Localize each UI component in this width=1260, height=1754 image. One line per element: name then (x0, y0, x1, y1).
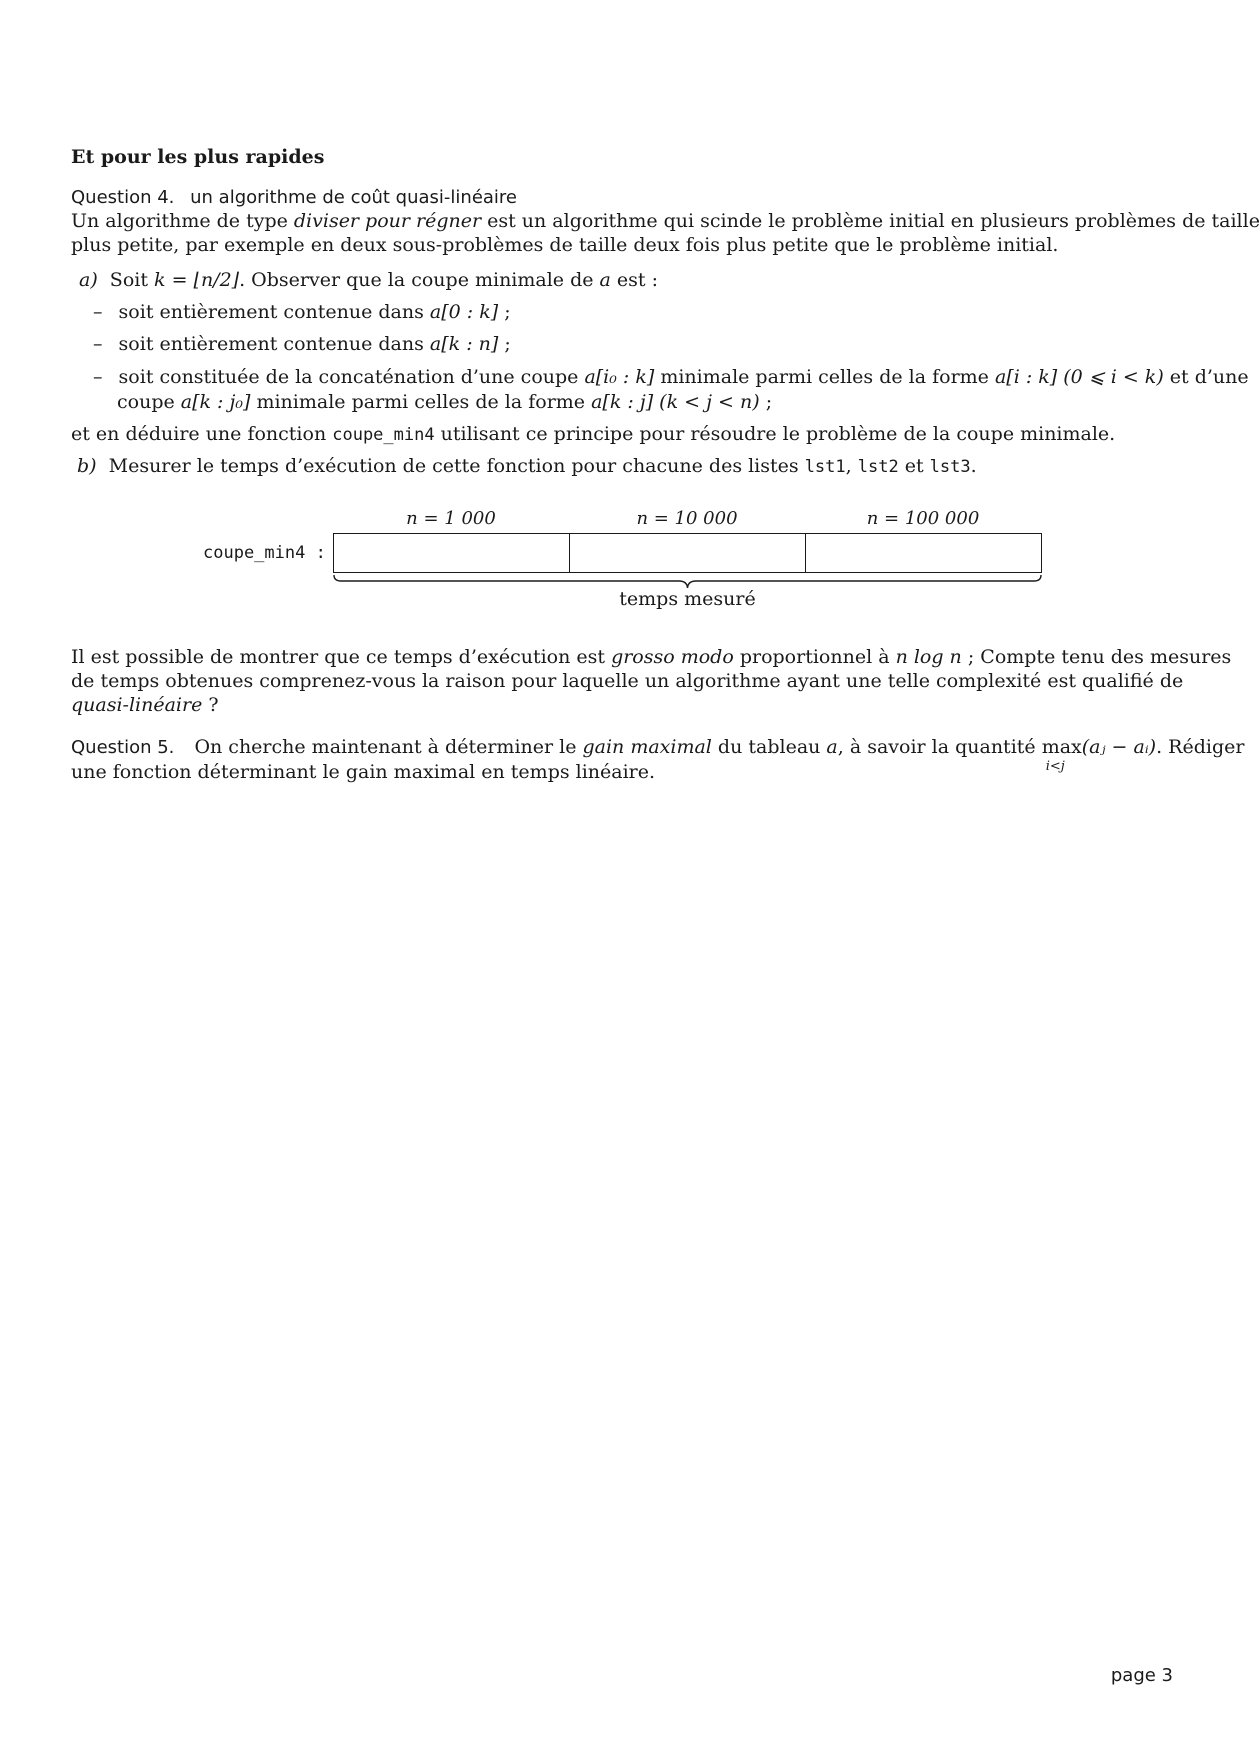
q4-intro-line2: plus petite, par exemple en deux sous-problèmes de taille deux fois plus petite que le problème initial. (71, 234, 1059, 256)
column-header: n = 1 000 (406, 508, 496, 529)
formula-k: k = ⌊n/2⌋ (154, 269, 240, 291)
formula-nlogn: n log n (895, 646, 962, 668)
question-4-label: Question 4. (71, 187, 175, 208)
question-5-line2: une fonction déterminant le gain maximal en temps linéaire. (71, 761, 656, 783)
bullet-item: – soit entièrement contenue dans a[0 : k] ; (93, 301, 511, 323)
bullet-item: – soit entièrement contenue dans a[k : n] ; (93, 333, 511, 355)
timing-cell-10000[interactable] (569, 533, 806, 573)
question-4-title: un algorithme de coût quasi-linéaire (190, 187, 517, 208)
q4-follow-line1: Il est possible de montrer que ce temps d’exécution est grosso modo proportionnel à n log n ; Compte tenu des mesures (71, 646, 1232, 668)
q4-part-a: a) Soit k = ⌊n/2⌋. Observer que la coupe minimale de a est : (79, 269, 658, 291)
formula-max: max i<j (1041, 736, 1082, 774)
bullet-item-continued: coupe a[k : j₀] minimale parmi celles de la forme a[k : j] (k < j < n) ; (117, 391, 773, 413)
q4-deduce-line: et en déduire une fonction coupe_min4 utilisant ce principe pour résoudre le problème de la coupe minimale. (71, 423, 1116, 445)
em-diviser: diviser pour régner (293, 210, 482, 232)
question-5-label: Question 5. (71, 737, 175, 758)
timing-cell-1000[interactable] (333, 533, 570, 573)
code-coupe-min4: coupe_min4 (332, 425, 435, 445)
column-header: n = 100 000 (866, 508, 980, 529)
q4-follow-line3: quasi-linéaire ? (71, 694, 219, 716)
q4-follow-line2: de temps obtenues comprenez-vous la raison pour laquelle un algorithme ayant une telle complexité est qualifié de (71, 670, 1184, 692)
part-a-label: a) (79, 269, 98, 291)
page-number: page 3 (1110, 1665, 1173, 1686)
part-b-label: b) (77, 455, 97, 477)
q4-intro-line1: Un algorithme de type diviser pour régner est un algorithme qui scinde le problème initial en plusieurs problèmes de taille (71, 210, 1260, 232)
row-label: coupe_min4 : (203, 543, 326, 563)
section-title: Et pour les plus rapides (71, 146, 325, 168)
bullet-item: – soit constituée de la concaténation d’une coupe a[i₀ : k] minimale parmi celles de la forme a[i : k] (0 ⩽ i < k) et d’une (93, 366, 1249, 388)
q4-part-b: b) Mesurer le temps d’exécution de cette fonction pour chacune des listes lst1, lst2 et lst3. (77, 455, 977, 477)
timing-cell-100000[interactable] (805, 533, 1042, 573)
column-header: n = 10 000 (636, 508, 738, 529)
brace-label: temps mesuré (619, 588, 756, 610)
question-5-line1: Question 5. On cherche maintenant à déterminer le gain maximal du tableau a, à savoir la quantité max i<j (aⱼ − aᵢ). Rédiger (71, 736, 1245, 774)
question-4-heading (71, 186, 517, 210)
